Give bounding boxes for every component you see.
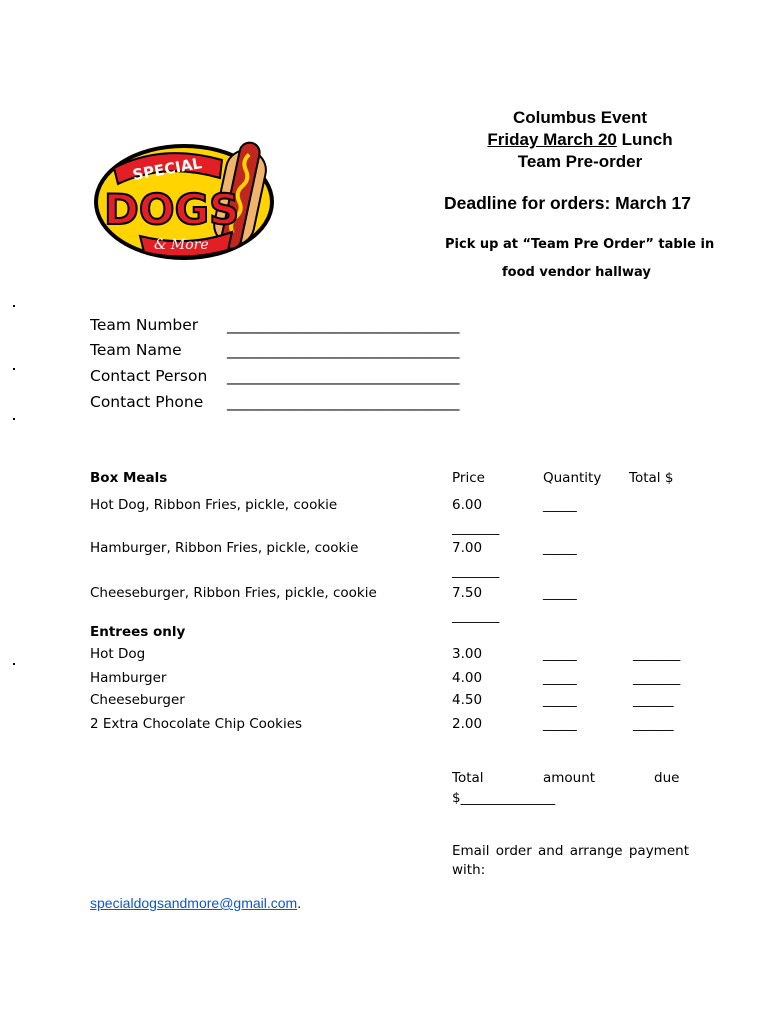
box-meal-item: Hot Dog, Ribbon Fries, pickle, cookie — [90, 497, 338, 513]
pickup-line-1: Pick up at “Team Pre Order” table in — [445, 237, 715, 252]
box-meal-item: Hamburger, Ribbon Fries, pickle, cookie — [90, 540, 359, 556]
email-note-line-1: Email order and arrange payment — [452, 843, 689, 859]
entree-qty-field[interactable]: _____ — [543, 646, 577, 662]
event-subtitle: Team Pre-order — [517, 152, 643, 171]
team-name-label: Team Name — [90, 341, 182, 359]
entree-total-field[interactable]: ______ — [633, 716, 674, 732]
entree-qty-field[interactable]: _____ — [543, 670, 577, 686]
svg-text:& More: & More — [154, 237, 209, 253]
box-meals-heading: Box Meals — [90, 470, 168, 486]
email-suffix: . — [297, 895, 302, 911]
contact-person-label: Contact Person — [90, 367, 208, 385]
total-due-word-amount: amount — [543, 770, 596, 786]
margin-dot — [13, 305, 15, 307]
quantity-header: Quantity — [543, 470, 602, 486]
box-meal-price: 7.50 — [452, 585, 483, 601]
deadline: Deadline for orders: March 17 — [444, 193, 692, 213]
box-meal-qty-field[interactable]: _____ — [543, 497, 577, 513]
contact-person-field[interactable]: ______________________________ — [227, 367, 460, 385]
entree-qty-field[interactable]: _____ — [543, 716, 577, 732]
total-due-field[interactable]: $______________ — [452, 790, 556, 806]
hot-dog-logo-icon — [92, 138, 282, 268]
team-number-label: Team Number — [90, 316, 199, 334]
event-date-line — [430, 130, 730, 150]
entree-item: Hamburger — [90, 670, 167, 686]
entrees-heading: Entrees only — [90, 624, 186, 640]
margin-dot — [13, 418, 15, 420]
box-meal-price: 7.00 — [452, 540, 483, 556]
box-meal-total-field[interactable]: _______ — [452, 563, 500, 579]
pickup-line-2: food vendor hallway — [502, 265, 651, 280]
email-note-line-2: with: — [452, 862, 486, 878]
margin-dot — [13, 368, 15, 370]
entree-item: Hot Dog — [90, 646, 146, 662]
event-title: Columbus Event — [512, 108, 648, 127]
special-dogs-logo — [92, 138, 282, 268]
total-due-word-total: Total — [452, 770, 484, 786]
team-number-field[interactable]: ______________________________ — [227, 316, 460, 334]
team-name-field[interactable]: ______________________________ — [227, 341, 460, 359]
entree-price: 4.50 — [452, 692, 483, 708]
entree-item: 2 Extra Chocolate Chip Cookies — [90, 716, 303, 732]
event-date: Friday March 20 — [487, 130, 617, 149]
email-line — [90, 895, 301, 911]
box-meal-qty-field[interactable]: _____ — [543, 585, 577, 601]
box-meal-price: 6.00 — [452, 497, 483, 513]
event-meal: Lunch — [616, 130, 673, 149]
contact-phone-label: Contact Phone — [90, 393, 204, 411]
entree-item: Cheeseburger — [90, 692, 185, 708]
entree-price: 4.00 — [452, 670, 483, 686]
box-meal-qty-field[interactable]: _____ — [543, 540, 577, 556]
entree-price: 2.00 — [452, 716, 483, 732]
entree-qty-field[interactable]: _____ — [543, 692, 577, 708]
email-link[interactable]: specialdogsandmore@gmail.com — [90, 895, 298, 911]
price-header: Price — [452, 470, 485, 486]
svg-text:SPECIAL: SPECIAL — [131, 154, 204, 185]
margin-dot — [13, 663, 15, 665]
entree-total-field[interactable]: ______ — [633, 692, 674, 708]
box-meal-total-field[interactable]: _______ — [452, 608, 500, 624]
entree-total-field[interactable]: _______ — [633, 646, 681, 662]
entree-price: 3.00 — [452, 646, 483, 662]
box-meal-total-field[interactable]: _______ — [452, 520, 500, 536]
contact-phone-field[interactable]: ______________________________ — [227, 393, 460, 411]
svg-text:DOGS: DOGS — [104, 185, 240, 234]
total-header: Total $ — [629, 470, 674, 486]
entree-total-field[interactable]: _______ — [633, 670, 681, 686]
total-due-word-due: due — [654, 770, 680, 786]
box-meal-item: Cheeseburger, Ribbon Fries, pickle, cookie — [90, 585, 377, 601]
